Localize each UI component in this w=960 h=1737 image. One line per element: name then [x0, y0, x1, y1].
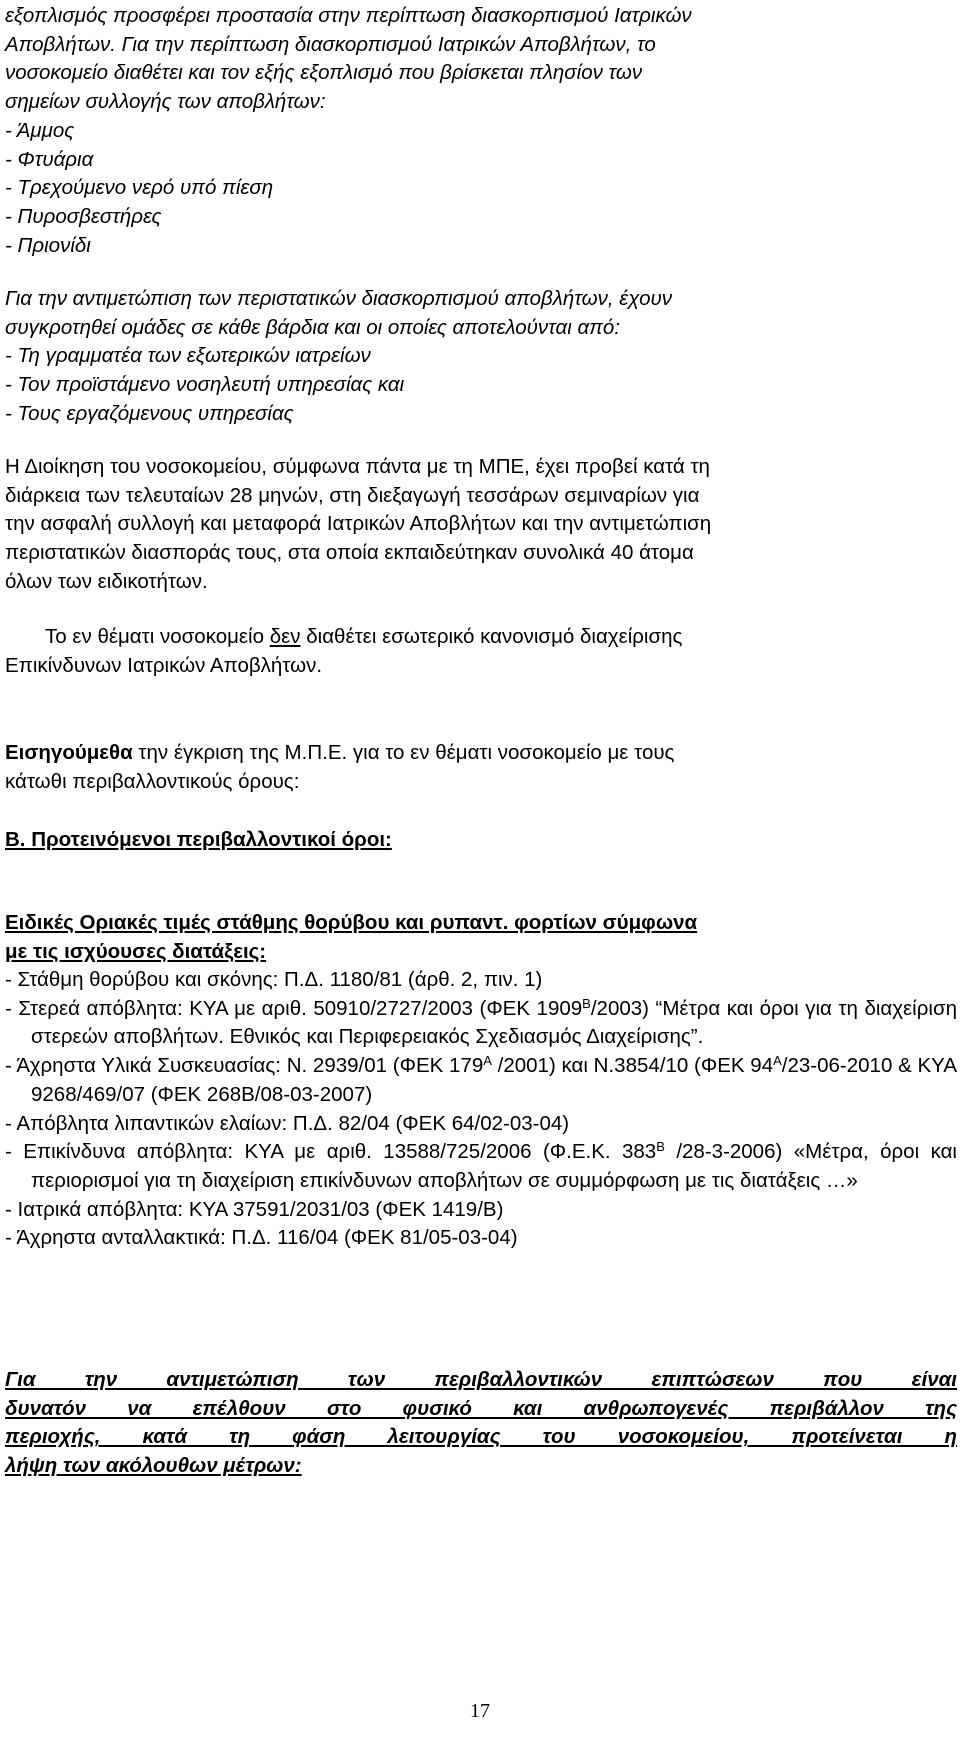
superscript: Β [656, 1139, 665, 1155]
teams-line: συγκροτηθεί ομάδες σε κάθε βάρδια και οι οποίες αποτελούνται από: [5, 315, 621, 339]
list-item-parts: - Άχρηστα ανταλλακτικά: Π.Δ. 116/04 (ΦΕΚ 81/05-03-04) [5, 1226, 518, 1250]
list-item: - Τη γραμματέα των εξωτερικών ιατρείων [5, 344, 371, 368]
training-line: περιστατικών διασποράς τους, στα οποία εκπαιδεύτηκαν συνολικά 40 άτομα [5, 541, 694, 565]
superscript: Α [483, 1053, 492, 1069]
limits-heading-line: με τις ισχύουσες διατάξεις: [5, 939, 267, 963]
regulation-negation: δεν [269, 625, 301, 648]
limits-heading-line: Ειδικές Οριακές τιμές στάθμης θορύβου και ρυπαντ. φορτίων σύμφωνα [5, 911, 698, 934]
recommendation-text: την έγκριση της Μ.Π.Ε. για το εν θέματι νοσοκομείο με τους [132, 741, 675, 764]
list-item-oils: - Απόβλητα λιπαντικών ελαίων: Π.Δ. 82/04 (ΦΕΚ 64/02-03-04) [5, 1111, 570, 1135]
list-item-noise: - Στάθμη θορύβου και σκόνης: Π.Δ. 1180/81 (άρθ. 2, πιν. 1) [5, 968, 543, 991]
measures-line: Για την αντιμετώπιση των περιβαλλοντικών επιπτώσεων που είναι [5, 1368, 957, 1391]
training-line: διάρκεια των τελευταίων 28 μηνών, στη διεξαγωγή τεσσάρων σεμιναρίων για [5, 483, 700, 507]
recommendation-keyword: Εισηγούμεθα [5, 741, 133, 764]
recommendation-paragraph [5, 739, 957, 796]
list-item: - Άμμος [5, 119, 75, 142]
list-item: - Πυροσβεστήρες [5, 205, 162, 229]
regulation-line2-wrap [5, 652, 957, 681]
measures-line: περιοχής, κατά τη φάση λειτουργίας του νοσοκομείου, προτείνεται η [5, 1425, 957, 1449]
intro-line: εξοπλισμός προσφέρει προστασία στην περίπτωση διασκορπισμού Ιατρικών [5, 4, 692, 27]
list-item-medical: - Ιατρικά απόβλητα: ΚΥΑ 37591/2031/03 (ΦΕΚ 1419/Β) [5, 1197, 504, 1221]
superscript: Α [773, 1053, 782, 1069]
teams-paragraph [5, 285, 957, 429]
training-line: Η Διοίκηση του νοσοκομείου, σύμφωνα πάντα με τη ΜΠΕ, έχει προβεί κατά τη [5, 455, 710, 478]
page-number: 17 [470, 1700, 490, 1722]
list-item: - Φτυάρια [5, 147, 94, 171]
regulation-text: διαθέτει εσωτερικό κανονισμό διαχείρισης [300, 625, 683, 648]
training-line: όλων των ειδικοτήτων. [5, 569, 208, 593]
regulation-paragraph [5, 623, 957, 652]
training-line: την ασφαλή συλλογή και μεταφορά Ιατρικών Αποβλήτων και την αντιμετώπιση [5, 512, 712, 536]
intro-line: σημείων συλλογής των αποβλήτων: [5, 90, 326, 114]
list-item: - Τρεχούμενο νερό υπό πίεση [5, 176, 274, 200]
intro-line: νοσοκομείο διαθέτει και τον εξής εξοπλισμό που βρίσκεται πλησίον των [5, 61, 643, 85]
limits-list [5, 966, 957, 1253]
recommendation-line2: κάτωθι περιβαλλοντικούς όρους: [5, 769, 300, 793]
intro-line: Αποβλήτων. Για την περίπτωση διασκορπισμού Ιατρικών Αποβλήτων, το [5, 32, 656, 56]
intro-paragraph [5, 2, 957, 117]
measures-line: δυνατόν να επέλθουν στο φυσικό και ανθρωπογενές περιβάλλον της [5, 1396, 957, 1420]
regulation-text: Το εν θέματι νοσοκομείο [45, 625, 270, 648]
measures-heading [5, 1366, 957, 1481]
superscript: Β [582, 995, 591, 1011]
regulation-line2: Επικίνδυνων Ιατρικών Αποβλήτων. [5, 654, 323, 677]
equipment-list [5, 117, 957, 261]
list-item-hazardous: - Επικίνδυνα απόβλητα: ΚΥΑ με αριθ. 13588/725/2006 (Φ.Ε.Κ. $383^B$ /28-3-2006) «Μέτρα, όροι και περιορισμοί για τη διαχείριση επικίνδυνων αποβλήτων σε συμμόρφωση με τις διατάξεις …» [5, 1139, 957, 1192]
teams-line: Για την αντιμετώπιση των περιστατικών διασκορπισμού αποβλήτων, έχουν [5, 287, 672, 310]
section-b-title: Β. Προτεινόμενοι περιβαλλοντικοί όροι: [5, 828, 392, 851]
list-item: - Τους εργαζόμενους υπηρεσίας [5, 401, 294, 425]
list-item-solid-waste: - Στερεά απόβλητα: ΚΥΑ με αριθ. 50910/2727/2003 (ΦΕΚ $1909^B/2003$) “Μέτρα και όροι για τη διαχείριση στερεών αποβλήτων. Εθνικός και Περιφερειακός Σχεδιασμός Διαχείρισης”. [5, 995, 957, 1049]
list-item: - Πριονίδι [5, 233, 91, 257]
list-item-packaging: - Άχρηστα Υλικά Συσκευασίας: Ν. 2939/01 (ΦΕΚ $179^A$ /2001) και Ν.3854/10 (ΦΕΚ $94^A/23-06-2010$ & ΚΥΑ 9268/469/07 (ΦΕΚ 268Β/08-03-2007) [5, 1053, 957, 1106]
measures-line: λήψη των ακόλουθων μέτρων: [5, 1454, 302, 1478]
training-paragraph [5, 453, 957, 597]
limits-heading [5, 909, 957, 966]
list-item: - Τον προϊστάμενο νοσηλευτή υπηρεσίας και [5, 373, 405, 397]
